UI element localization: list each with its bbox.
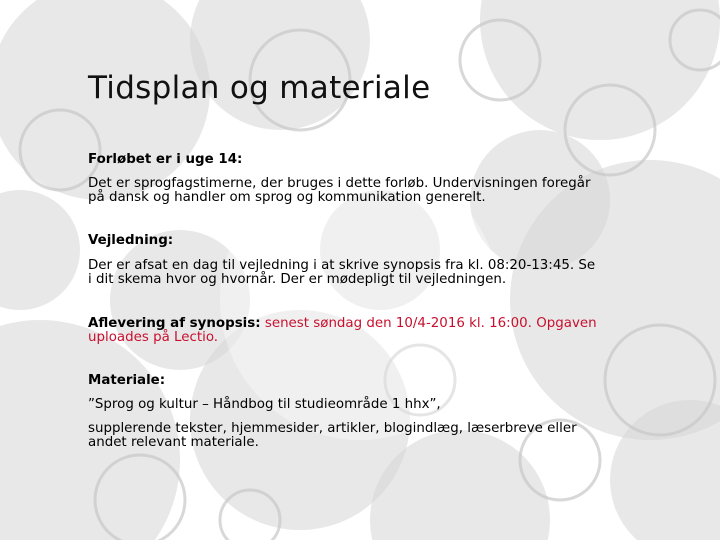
guidance-text-line1: Der er afsat en dag til vejledning i at skrive synopsis fra kl. 08:20-13:45. Se bbox=[88, 258, 596, 273]
materials-text bbox=[88, 422, 648, 450]
materials-text-line2: andet relevant materiale. bbox=[88, 435, 259, 450]
materials-heading: Materiale: bbox=[88, 373, 166, 388]
section-submission bbox=[88, 317, 648, 345]
guidance-heading: Vejledning: bbox=[88, 233, 174, 248]
course-text bbox=[88, 177, 648, 205]
section-materials bbox=[88, 374, 648, 388]
submission-heading: Aflevering af synopsis: bbox=[88, 316, 261, 331]
materials-text-line1: supplerende tekster, hjemmesider, artikler, blogindlæg, læserbreve eller bbox=[88, 421, 577, 436]
section-course bbox=[88, 153, 648, 167]
course-text-line2: på dansk og handler om sprog og kommunikation generelt. bbox=[88, 190, 486, 205]
materials-book-title: ”Sprog og kultur – Håndbog til studieområde 1 hhx”, bbox=[88, 397, 441, 412]
section-guidance bbox=[88, 234, 648, 248]
submission-upload-note: uploades på Lectio. bbox=[88, 330, 219, 345]
slide-title: Tidsplan og materiale bbox=[88, 70, 431, 106]
guidance-text-line2: i dit skema hvor og hvornår. Der er mødepligt til vejledningen. bbox=[88, 272, 507, 287]
course-text-line1: Det er sprogfagstimerne, der bruges i dette forløb. Undervisningen foregår bbox=[88, 176, 591, 191]
guidance-text bbox=[88, 259, 648, 287]
submission-deadline: senest søndag den 10/4-2016 kl. 16:00. Opgaven bbox=[260, 316, 597, 331]
course-heading: Forløbet er i uge 14: bbox=[88, 152, 243, 167]
materials-book bbox=[88, 398, 648, 412]
